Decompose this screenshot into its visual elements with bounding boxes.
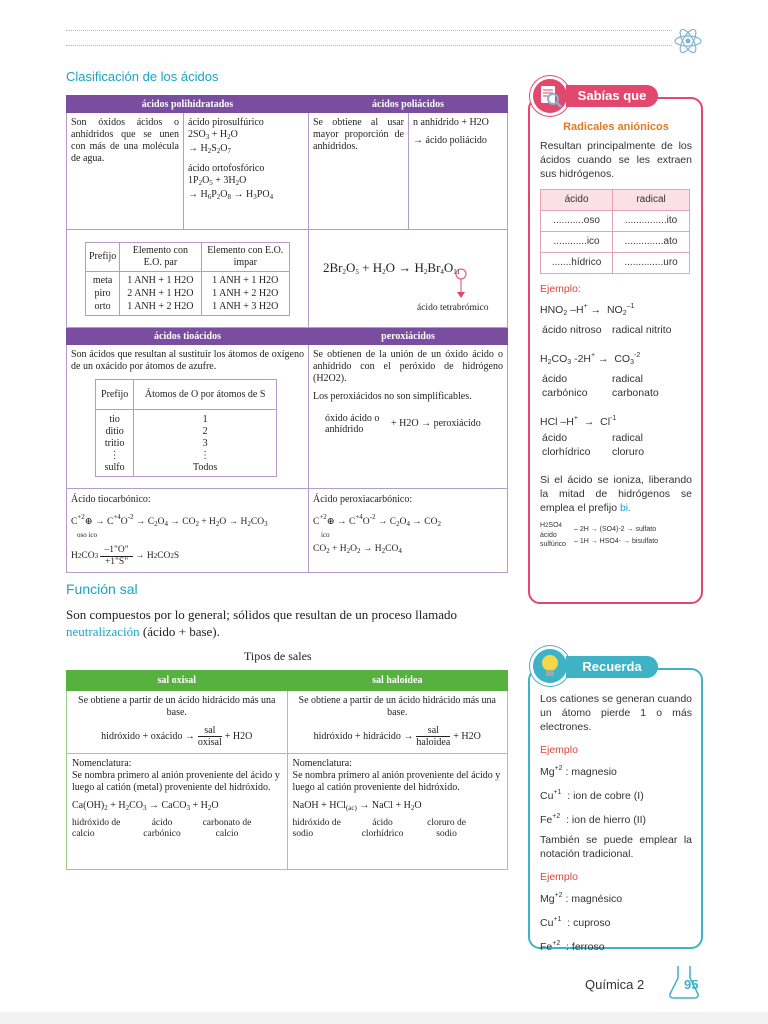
sal-intro [66, 606, 516, 640]
impar-cell: 1 ANH + 1 H2O [212, 274, 279, 286]
ex-pirosulfurico: ácido pirosulfúrico [188, 117, 264, 128]
poliacidos-desc: Se obtiene al usar mayor proporción de anhídridos. [309, 113, 409, 229]
ionize-bi: bi. [619, 502, 632, 514]
tioacidos-desc: Son ácidos que resultan al sustituir los átomos de oxígeno de un oxácido por átomos de azufre. [71, 349, 304, 372]
haloidea-eq-right: + H2O [453, 730, 481, 742]
header-haloidea: sal haloidea [287, 671, 507, 691]
th-par: Elemento con E.O. par [120, 242, 201, 271]
prefix-cell: orto [94, 300, 111, 312]
peroxicarbonico-eq2: $CO_2 + H_2O_2 \to H_2CO_4$ [313, 544, 402, 555]
radical-th: radical [613, 190, 690, 211]
sabias-ejemplo: Ejemplo: [540, 283, 581, 295]
tio-value: 1 [202, 414, 208, 425]
radical-cell: ..............uro [613, 253, 690, 274]
peroxi-scheme-right: + H2O → peroxiácido [391, 418, 481, 429]
header-poliacidos: ácidos poliácidos [309, 96, 508, 113]
haloidea-name: cloruro de sodio [427, 818, 466, 839]
arrow-icon [455, 268, 467, 300]
example-eq3: HCl $-H^+ \to Cl^{-1}$ [540, 415, 617, 428]
ico-label: ico [321, 531, 330, 539]
example-eq2: $H_2CO_3$ $-2H^+ \to CO_3^{-2}$ [540, 352, 641, 366]
oxisal-reaction: $Ca(OH)_2 + H_2CO_3$ → CaCO$_3$ + $H_2O$ [72, 800, 219, 812]
cation-item: $Fe^{+2}$ : ion de hierro (II) [540, 813, 647, 826]
sabias-subtitle: Radicales aniónicos [563, 121, 669, 133]
sabias-text: Resultan principalmente de los ácidos cuando se les extraen sus hidrógenos. [540, 140, 692, 180]
oso-ico-label: oso ico [77, 531, 98, 539]
tio-prefix: tritio [104, 438, 125, 449]
tio-prefix: sulfo [104, 462, 125, 473]
tio-prefix: ditio [105, 426, 124, 437]
header-oxisal: sal oxisal [67, 671, 288, 691]
oxisal-eq-num: sal [198, 725, 222, 737]
par-cell: 1 ANH + 2 H2O [127, 300, 194, 312]
peroxiacidos-note: Los peroxiácidos no son simplificables. [313, 391, 472, 402]
oxisal-name: carbonato de calcio [202, 818, 252, 839]
haloidea-reaction: NaOH + HCl$_{(ac)}$ → NaCl + $H_2O$ [292, 800, 422, 812]
recuerda-content [540, 692, 692, 954]
poliacidos-formula: n anhídrido + H2O [413, 117, 489, 128]
oxisal-eq-left: hidróxido + oxácido → [101, 730, 195, 742]
peroxicarbonico-title: Ácido peroxiacarbónico: [313, 494, 413, 505]
table-title: Tipos de sales [244, 649, 312, 663]
radical-cell: ..............ato [613, 232, 690, 253]
tio-value: Todos [192, 462, 218, 473]
haloidea-name: ácido clorhídrico [361, 818, 404, 839]
recuerda-text: Los cationes se generan cuando un átomo pierde 1 o más electrones. [540, 693, 692, 733]
radical-table [540, 189, 690, 274]
cation-item: $Fe^{+2}$ : ferroso [540, 940, 605, 953]
cation-item: $Cu^{+1}$ : cuproso [540, 916, 611, 929]
cation-item: $Mg^{+2}$ : magnésico [540, 892, 623, 905]
prefix-table [85, 242, 290, 316]
header-polihidratados: ácidos polihidratados [67, 96, 309, 113]
atom-icon [673, 26, 703, 56]
tio-value: 2 [202, 426, 208, 437]
oxisal-desc: Se obtiene a partir de un ácido hidrácido más una base. [78, 695, 276, 718]
peroxi-scheme-left: óxido ácido o anhídrido [325, 413, 380, 435]
haloidea-desc: Se obtiene a partir de un ácido hidrácido más una base. [298, 695, 496, 718]
section-title: Función sal [66, 581, 138, 597]
prefix-cell: piro [94, 287, 111, 299]
sal-intro-highlight: neutralización [66, 624, 140, 639]
oxisal-eq-right: + H2O [224, 730, 253, 742]
radical-cell: .......hídrico [541, 253, 613, 274]
polihidratados-desc: Son óxidos ácidos o anhídridos que se unen con más de una molécula de agua. [67, 113, 184, 229]
th-tio-prefix: Prefijo [96, 380, 134, 410]
recuerda-ejemplo: Ejemplo [540, 871, 578, 883]
ex2-right: radical carbonato [612, 373, 659, 399]
page-number: 95 [684, 977, 699, 992]
header-tioacidos: ácidos tioácidos [67, 328, 309, 345]
salt-types-table [66, 670, 508, 870]
page-bottom-edge [0, 1012, 768, 1024]
radical-cell: ...........oso [541, 211, 613, 232]
haloidea-name: hidróxido de sodio [292, 818, 341, 839]
par-cell: 1 ANH + 1 H2O [127, 274, 194, 286]
sabias-badge: Sabías que [566, 85, 658, 107]
book-title: Química 2 [585, 977, 645, 992]
peroxiacidos-desc: Se obtienen de la unión de un óxido ácido o anhídrido con el peróxido de hidrógeno (H2O2). [313, 349, 503, 384]
recuerda-text2: También se puede emplear la notación tradicional. [540, 834, 692, 860]
poliacidos-result: → ácido poliácido [413, 135, 487, 146]
ex3-right: radical cloruro [612, 432, 645, 458]
sulfate-scheme: H2SO4 ácido sulfúrico – 2H → (SO4)-2 → sulfato – 1H → HSO4- → bisulfato [540, 522, 659, 548]
tetrabromic-equation: $2Br_2O_5 + H_2O \to H_2Br_4O_{11}$ [323, 260, 461, 276]
prefix-cell: meta [92, 274, 113, 286]
oxisal-name: hidróxido de calcio [72, 818, 121, 839]
tio-value: 3 [202, 438, 208, 449]
ex2-left: ácido carbónico [542, 373, 588, 399]
tio-prefix-table: Prefijo Átomos de O por átomos de S tio ditio tritio ⋮ sulfo 1 2 3 ⋮ Todos [95, 379, 277, 477]
cation-item: $Cu^{+1}$ : ion de cobre (I) [540, 789, 644, 802]
haloidea-nom-title: Nomenclatura: [292, 758, 352, 769]
ex1-right: radical nitrito [612, 324, 672, 336]
radical-cell: ...............ito [613, 211, 690, 232]
radical-th: ácido [541, 190, 613, 211]
sulfate-bot: – 1H → HSO4- → bisulfato [574, 537, 659, 545]
cation-item: $Mg^{+2}$ : magnesio [540, 765, 617, 778]
oxisal-name: ácido carbónico [143, 818, 181, 839]
tio-prefix: tio [109, 414, 120, 425]
impar-cell: 1 ANH + 2 H2O [212, 287, 279, 299]
ex3-left: ácido clorhídrico [542, 432, 591, 458]
radical-cell: ............ico [541, 232, 613, 253]
haloidea-eq-num: sal [416, 725, 450, 737]
polihidratados-examples: ácido pirosulfúrico $2SO_3 + H_2O$ → $H_2S_2O_7$ ácido ortofosfórico $1P_2O_5 + 3H_2O$ → $H_6P_2O_8 \to H_3PO_4$ [188, 117, 274, 201]
sal-intro-end: (ácido + base). [142, 624, 220, 639]
tetrabromic-label: ácido tetrabrómico [417, 303, 489, 313]
ionize-text: Si el ácido se ioniza, liberando la mitad de hidrógenos se emplea el prefijo [540, 474, 692, 514]
magnifier-icon [530, 76, 570, 116]
sulfate-label: ácido sulfúrico [540, 532, 567, 548]
sal-intro-text: Son compuestos por lo general; sólidos que resultan de un proceso llamado [66, 607, 458, 622]
th-impar: Elemento con E.O. impar [201, 242, 289, 271]
tiocarbonico-eq2: H 2 CO 3 $\frac{-1"O"}{+1"S"}$ → H 2 CO 2 S [71, 545, 180, 567]
tiocarbonico-eq1: $C^{+2}\oplus \to C^{+4}O^{-2} \to C_2O_4 \to CO_2 + H_2O \to H_2CO_3$ [71, 513, 268, 528]
oxisal-eq-den: oxisal [197, 737, 222, 748]
haloidea-eq-left: hidróxido + hidrácido → [313, 730, 414, 742]
th-tio-atoms: Átomos de O por átomos de S [134, 380, 277, 410]
sabias-content [540, 120, 692, 549]
th-prefix: Prefijo [86, 242, 120, 271]
header-peroxiacidos: peroxiácidos [309, 328, 508, 345]
header-rule [66, 45, 672, 46]
ex1-left: ácido nitroso [542, 324, 602, 336]
sulfate-top: – 2H → (SO4)-2 → sulfato [574, 525, 657, 533]
haloidea-eq-den: haloidea [416, 737, 451, 748]
tiocarbonico-title: Ácido tiocarbónico: [71, 494, 151, 505]
acid-classification-table [66, 95, 508, 573]
lightbulb-icon [530, 646, 570, 686]
oxisal-nom-desc: Se nombra primero al anión proveniente del ácido y luego al catión (metal) proveniente del hidróxido. [72, 770, 280, 793]
impar-cell: 1 ANH + 3 H2O [212, 300, 279, 312]
recuerda-ejemplo: Ejemplo [540, 744, 578, 756]
example-eq1: $HNO_2$ $-H^+ \to NO_2^{-1}$ [540, 303, 635, 317]
haloidea-nom-desc: Se nombra primero al anión proveniente del ácido y luego al catión proveniente del hidróxido. [292, 770, 501, 793]
header-rule [66, 30, 672, 31]
peroxicarbonico-eq1: $C^{+2}\oplus \to C^{+4}O^{-2} \to C_2O_4 \to CO_2$ [313, 513, 441, 528]
recuerda-badge: Recuerda [566, 656, 658, 678]
oxisal-nom-title: Nomenclatura: [72, 758, 132, 769]
section-title: Clasificación de los ácidos [66, 69, 219, 84]
ex-ortofosforico: ácido ortofosfórico [188, 163, 265, 174]
sabias-ionize [540, 473, 692, 515]
par-cell: 2 ANH + 1 H2O [127, 287, 194, 299]
